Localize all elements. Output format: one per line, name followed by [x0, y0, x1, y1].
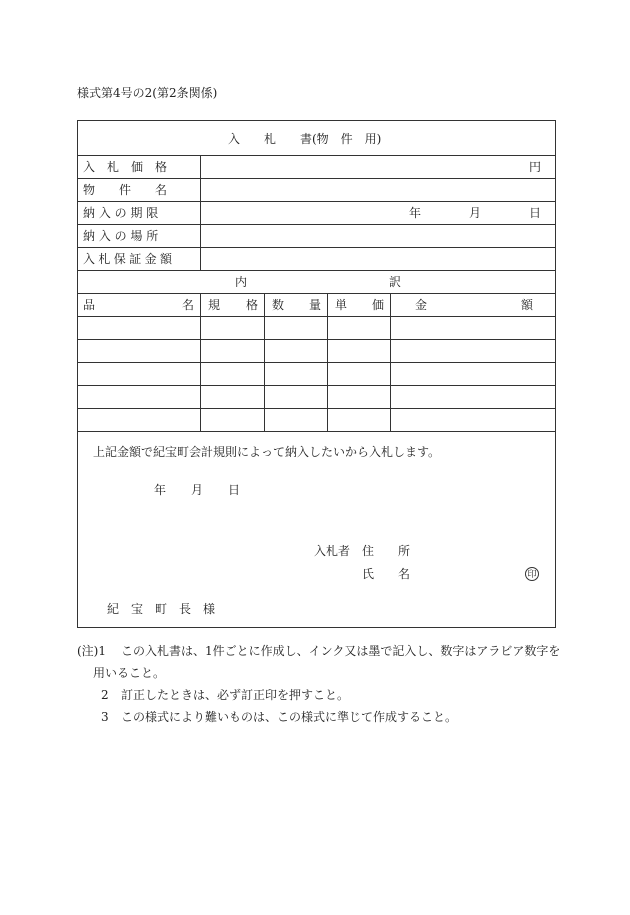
- deadline-year: 年: [409, 206, 422, 220]
- note-text: 訂正したときは、必ず訂正印を押すこと。: [121, 688, 350, 702]
- note-text: この様式により難いものは、この様式に準じて作成すること。: [121, 710, 458, 724]
- divider: [78, 339, 555, 340]
- divider: [78, 362, 555, 363]
- divider: [78, 178, 555, 179]
- note-number: 2: [101, 688, 109, 702]
- row-label-bid-deposit: 入札保証金額: [83, 252, 176, 266]
- bid-statement: 上記金額で紀宝町会計規則によって納入したいから入札します。: [93, 445, 441, 459]
- column-header-spec: 格: [246, 298, 259, 312]
- bidder-label: 入札者: [314, 544, 351, 558]
- divider: [78, 201, 555, 202]
- row-label-bid-price: 入 札 価 格: [83, 160, 168, 174]
- column-divider: [200, 293, 201, 431]
- note-number: 3: [101, 710, 109, 724]
- note-item: [77, 706, 557, 728]
- column-header-quantity: 量: [309, 298, 322, 312]
- date-year: 年: [154, 483, 167, 497]
- note-item: [77, 640, 561, 662]
- row-label-delivery-place: 納 入 の 場 所: [83, 229, 159, 243]
- divider: [78, 155, 555, 156]
- column-header-item: 品: [83, 298, 96, 312]
- column-divider: [327, 293, 328, 431]
- divider: [78, 247, 555, 248]
- column-header-spec: 規: [208, 298, 221, 312]
- column-header-quantity: 数: [272, 298, 285, 312]
- divider: [78, 385, 555, 386]
- divider: [78, 431, 555, 432]
- deadline-day: 日: [529, 206, 542, 220]
- column-header-unit-price: 価: [372, 298, 385, 312]
- divider: [78, 408, 555, 409]
- breakdown-label-left: 内: [235, 275, 248, 289]
- column-header-amount: 金: [415, 298, 428, 312]
- row-label-item-name: 物 件 名: [83, 183, 168, 197]
- row-label-delivery-deadline: 納 入 の 期 限: [83, 206, 159, 220]
- column-header-item: 名: [182, 298, 195, 312]
- addressee: 紀 宝 町 長 様: [107, 602, 216, 616]
- form-title: 入 札 書(物 件 用): [228, 132, 382, 146]
- breakdown-label-right: 訳: [389, 275, 402, 289]
- column-divider: [390, 293, 391, 431]
- notes: [77, 640, 561, 728]
- note-number: (注)1: [77, 644, 106, 658]
- note-text: この入札書は、1件ごとに作成し、インク又は墨で記入し、数字はアラビア数字を: [121, 644, 561, 658]
- column-header-amount: 額: [521, 298, 534, 312]
- date-day: 日: [228, 483, 241, 497]
- bidder-address-label: 住 所: [362, 544, 411, 558]
- column-header-unit-price: 単: [335, 298, 348, 312]
- deadline-month: 月: [469, 206, 482, 220]
- date-month: 月: [191, 483, 204, 497]
- divider: [78, 316, 555, 317]
- divider: [78, 224, 555, 225]
- bidder-name-label: 氏 名: [362, 567, 411, 581]
- divider: [78, 293, 555, 294]
- seal-mark-icon: 印: [525, 567, 539, 581]
- bid-form: [77, 120, 556, 628]
- label-column-divider: [200, 155, 201, 270]
- form-caption: 様式第4号の2(第2条関係): [77, 86, 218, 100]
- column-divider: [264, 293, 265, 431]
- note-item: [77, 684, 557, 706]
- note-continuation: 用いること。: [93, 666, 166, 680]
- currency-yen: 円: [529, 160, 542, 174]
- divider: [78, 270, 555, 271]
